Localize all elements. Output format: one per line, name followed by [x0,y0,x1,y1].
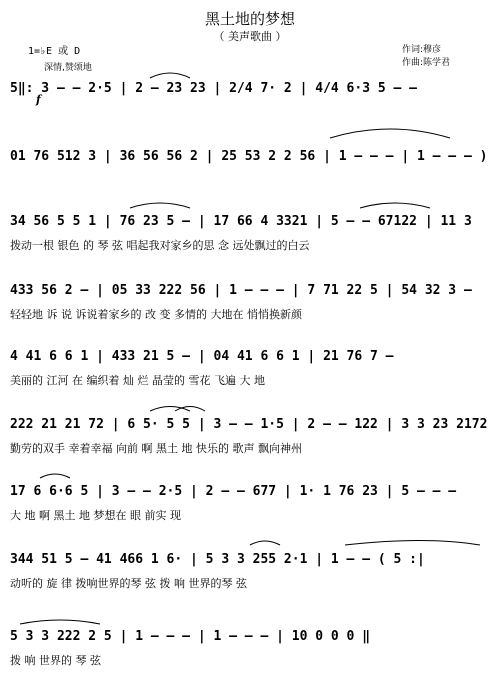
notation-line: 433 56 2 – | 05 33 222 56 | 1 – – – | 7 71 22 5 | 54 32 3 – [10,283,472,298]
notation-line: 5 3 3 222 2 5 | 1 – – – | 1 – – – | 10 0 0 0 ‖ [10,629,371,644]
lyric-line: 轻轻地 诉 说 诉说着家乡的 改 变 多情的 大地在 悄悄换新颜 [10,308,302,321]
notation-line: 4 41 6 6 1 | 433 21 5 – | 04 41 6 6 1 | 21 76 7 – [10,349,394,364]
staff-system-2 [10,146,490,168]
staff-system-4 [10,280,490,321]
composer-credit: 作曲:陈学君 [402,58,451,68]
staff-system-1 [10,78,490,100]
notation-line: 34 56 5 5 1 | 76 23 5 – | 17 66 4 3321 | 5 – – 67122 | 11 3 [10,214,472,229]
notation-line: 222 21 21 72 | 6 5· 5 5 | 3 – – 1·5 | 2 – – 122 | 3 3 23 2172 [10,417,488,432]
staff-system-6 [10,414,490,455]
song-title: 黑土地的梦想 [204,10,295,28]
lyric-line: 拨 响 世界的 琴 弦 [10,654,101,667]
staff-system-5 [10,346,490,387]
staff-system-7 [10,481,490,522]
lyric-line: 大 地 啊 黑土 地 梦想在 眼 前实 现 [10,509,181,522]
song-subtitle: （ 美声歌曲 ） [213,30,287,43]
notation-line: 344 51 5 – 41 466 1 6· | 5 3 3 255 2·1 | 1 – – ( 5 :| [10,552,425,567]
dynamic-marking: f [36,93,41,106]
staff-system-8 [10,549,490,590]
key-signature: 1=♭E 或 D [28,46,81,57]
notation-line: 01 76 512 3 | 36 56 56 2 | 25 53 2 2 56 | 1 – – – | 1 – – – ) [10,149,488,164]
staff-system-9 [10,626,490,667]
lyric-line: 拨动一根 银色 的 琴 弦 唱起我对家乡的思 念 远处飘过的白云 [10,239,310,252]
lyric-line: 动听的 旋 律 拨响世界的琴 弦 拨 响 世界的琴 弦 [10,577,247,590]
lyric-line: 美丽的 江河 在 编织着 灿 烂 晶莹的 雪花 飞遍 大 地 [10,374,265,387]
lyricist-credit: 作词:穆彦 [402,45,442,55]
notation-line: 17 6 6·6 5 | 3 – – 2·5 | 2 – – 677 | 1· 1 76 23 | 5 – – – [10,484,457,499]
lyric-line: 勤劳的双手 幸着幸福 向前 啊 黑土 地 快乐的 歌声 飘向神州 [10,442,302,455]
notation-line: 5‖: 3 – – 2·5 | 2 – 23 23 | 2/4 7· 2 | 4/4 6·3 5 – – [10,81,417,96]
tempo-marking: 深情,赞颂地 [44,63,92,73]
staff-system-3 [10,211,490,252]
